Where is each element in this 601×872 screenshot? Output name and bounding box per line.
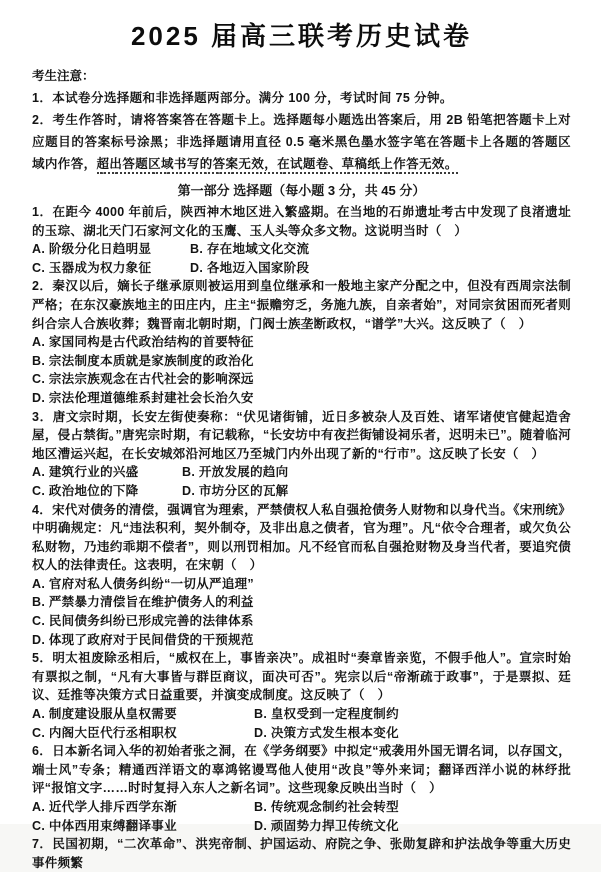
option-A: A. 制度建设服从皇权需要: [32, 707, 177, 722]
question-stem: 4．宋代对债务的清偿，强调官为理索，严禁债权人私自强抢债务人财物和以身代当。《宋刑统》中明确规定：凡“违法积利，契外制夺，及非出息之债者，官为理”。凡“依令合理者，或欠负公私财物，乃违约乖期不偿者”，则以刑罚相加。凡不经官而私自强抢财物及身当代者，要追究债权人的法律责任。这表明，在宋朝（ ）: [32, 502, 571, 573]
question-stem: 6．日本新名词入华的初始者张之洞，在《学务纲要》中拟定“戒袭用外国无谓名词，以存国文，端士风”专条；精通西洋语文的辜鸿铭谩骂他人使用“改良”等外来词；翻译西洋小说的林纾批评“报馆文字……时时复挦入东人之新名词”。这些现象反映出当时（ ）: [32, 744, 571, 796]
option-row: [32, 612, 571, 631]
option-row: [32, 259, 571, 278]
option-row: [32, 724, 571, 743]
option-A: A. 官府对私人债务纠纷“一切从严追理”: [32, 576, 254, 591]
notice-heading: 考生注意：: [32, 69, 95, 83]
option-A: A. 建筑行业的兴盛: [32, 465, 139, 480]
option-B: B. 开放发展的趋向: [182, 465, 289, 480]
questions-list: [32, 203, 571, 872]
option-row: [32, 798, 571, 817]
question-stem: 2．秦汉以后，嫡长子继承原则被运用到皇位继承和一般地主家产分配之中，但没有西周宗法制严格；在东汉豪族地主的田庄内，庄主“振赡穷乏，务施九族，自亲者始”，对同宗贫困而死者则纠合宗人合族收葬；魏晋南北朝时期，门阀士族垄断政权，“谱学”大兴。这反映了（ ）: [32, 279, 571, 331]
option-B: B. 传统观念制约社会转型: [254, 800, 399, 814]
option-A: A. 家国同构是古代政治结构的首要特征: [32, 335, 254, 350]
option-row: [32, 463, 571, 482]
option-A: A. 阶级分化日趋明显: [32, 242, 152, 257]
question-1: [32, 203, 571, 277]
option-D: D. 决策方式发生根本变化: [254, 725, 399, 740]
option-C: C. 中体西用束缚翻译事业: [32, 818, 177, 833]
question-7: [32, 835, 571, 872]
notice-item-2: [32, 109, 571, 177]
question-stem: 5．明太祖废除丞相后，“威权在上，事皆亲决”。成祖时“奏章皆亲览，不假手他人”。宣宗时始有票拟之制，“凡有大事皆与群臣商议，面决可否”。宪宗以后“帝渐疏于政事”，于是票拟、廷议、廷推等决策方式日益重要，并演变成制度。这反映了（ ）: [32, 651, 571, 703]
option-D: D. 顽固势力捍卫传统文化: [254, 818, 399, 833]
option-B: B. 严禁暴力清偿旨在维护债务人的利益: [32, 595, 254, 610]
option-row: [32, 705, 571, 724]
option-row: [32, 333, 571, 352]
question-6: [32, 742, 571, 835]
option-row: [32, 370, 571, 389]
question-3: [32, 408, 571, 501]
option-row: [32, 593, 571, 612]
option-row: [32, 575, 571, 594]
option-row: [32, 389, 571, 408]
question-4: [32, 501, 571, 650]
option-A: A. 近代学人排斥西学东渐: [32, 800, 177, 814]
question-2: [32, 277, 571, 407]
notice-item-1: 1．本试卷分选择题和非选择题两部分。满分 100 分，考试时间 75 分钟。: [32, 91, 453, 105]
section-heading: [32, 181, 571, 201]
option-C: C. 内阁大臣代行丞相职权: [32, 725, 177, 740]
notice-item-2-text: 2．考生作答时，请将答案答在答题卡上。选择题每小题选出答案后，用 2B 铅笔把答题卡上对应题目的答案标号涂黑；非选择题请用直径 0.5 毫米黑色墨水签字笔在答题卡上各题的答题区域内作答，: [32, 113, 571, 171]
question-stem: 1．在距今 4000 年前后，陕西神木地区进入繁盛期。在当地的石峁遗址考古中发现了良渚遗址的玉琮、湖北天门石家河文化的玉鹰、玉人头等众多文物。这说明当时（ ）: [32, 205, 571, 238]
option-row: [32, 482, 571, 501]
option-C: C. 玉器成为权力象征: [32, 260, 152, 275]
question-stem: 7．民国初期，“二次革命”、洪宪帝制、护国运动、府院之争、张勋复辟和护法战争等重大历史事件频繁: [32, 837, 571, 870]
option-B: B. 皇权受到一定程度制约: [254, 707, 399, 722]
option-row: [32, 352, 571, 371]
option-row: [32, 817, 571, 836]
option-D: D. 体现了政府对于民间借贷的干预规范: [32, 632, 254, 647]
option-C: C. 民间债务纠纷已形成完善的法律体系: [32, 614, 254, 629]
option-D: D. 市坊分区的瓦解: [182, 483, 289, 498]
option-B: B. 存在地域文化交流: [190, 242, 310, 257]
question-5: [32, 649, 571, 742]
question-stem: 3．唐文宗时期，长安左街使奏称：“伏见诸街铺，近日多被杂人及百姓、诸军诸使官健起造舍屋，侵占禁街。”唐宪宗时期，有记载称，“长安坊中有夜拦街铺设祠乐者，迟明未已”。随着临河地区漕运兴起，在长安城郊沿河地区乃至城门内外出现了新的“行市”。这反映了长安（ ）: [32, 409, 571, 461]
option-row: [32, 631, 571, 650]
section-subtitle: （每小题 3 分，共 45 分）: [272, 183, 426, 198]
paper-title: 2025 届高三联考历史试卷: [130, 21, 473, 51]
option-D: D. 各地迈入国家阶段: [190, 260, 310, 275]
notice-emphasized-warning: 超出答题区域书写的答案无效，在试题卷、草稿纸上作答无效。: [97, 157, 458, 174]
option-B: B. 宗法制度本质就是家族制度的政治化: [32, 353, 254, 368]
option-C: C. 政治地位的下降: [32, 483, 139, 498]
option-C: C. 宗法宗族观念在古代社会的影响深远: [32, 372, 254, 387]
option-D: D. 宗法伦理道德维系封建社会长治久安: [32, 390, 254, 405]
option-row: [32, 240, 571, 259]
notice-section: [32, 65, 571, 177]
section-title: 第一部分 选择题: [177, 183, 273, 198]
